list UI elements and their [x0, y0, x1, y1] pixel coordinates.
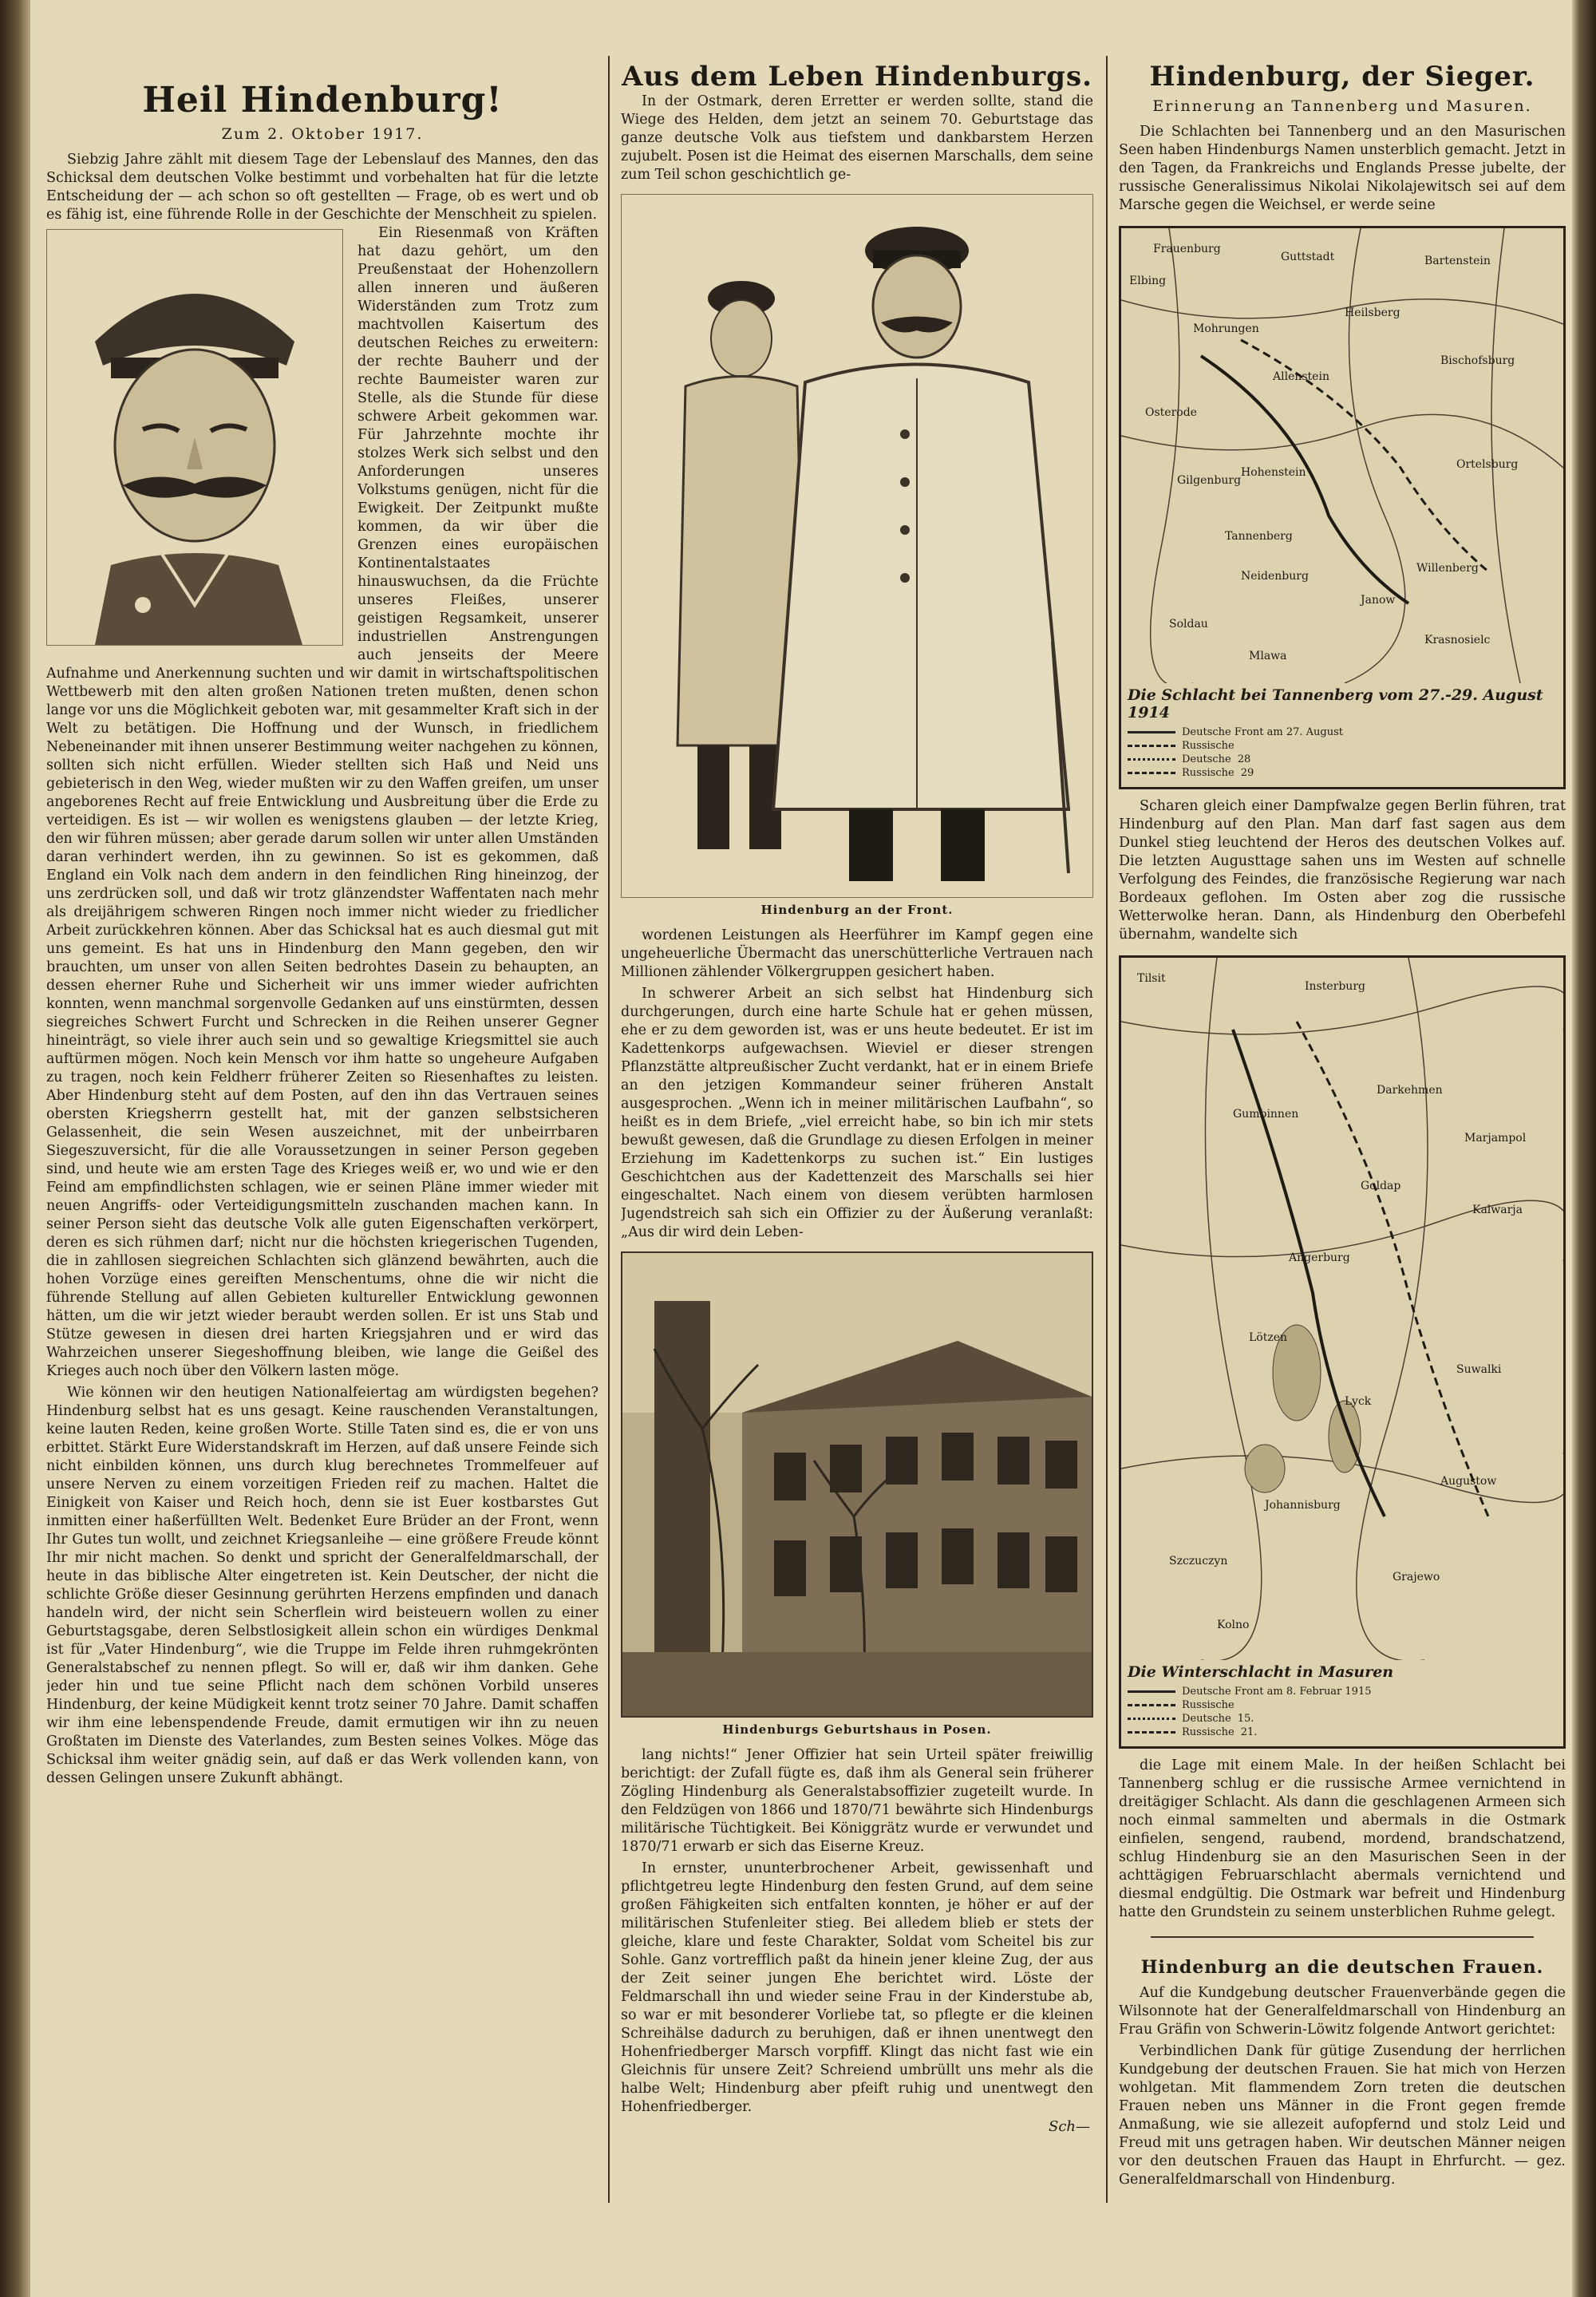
- map-title: Die Schlacht bei Tannenberg vom 27.-29. August 1914: [1128, 686, 1543, 722]
- article-paragraph: Ein Riesenmaß von Kräften hat dazu gehört, um den Preußenstaat der Hohenzollern allen inneren und äußeren Widerständen zum Trotz zum machtvollen Kaisertum des deutschen Reiches zu erweitern: der rechte Bauherr und der rechte Baumeister waren zur Stelle, als die Stunde für diese schwere Arbeit gekommen war. Für Jahrzehnte mochte ihr stolzes Werk sich selbst und den Anforderungen unseres Volkstums genügen, nicht für die Ewigkeit. Der Zeitpunkt mußte kommen, da wir über die Grenzen eines europäischen Kontinentalstaates hinauswuchsen, da die Früchte unseres Fleißes, unserer geistigen Regsamkeit, unserer industriellen Anstrengungen auch jenseits der Meere Aufnahme und Anerkennung suchten und wir damit in wirtschaftspolitischen Wettbewerb mit den alten großen Nationen treten mußten, denen schon lange vor uns die Möglichkeit geboten war, mit gesammelter Kraft sich in der Welt zu betätigen. Die Hoffnung und der Wunsch, in friedlichem Nebeneinander mit ihnen unserer Bestimmung weiter nachgehen zu können, sollten sich nicht erfüllen. Wieder stellten sich Haß und Neid uns gebieterisch in den Weg, wieder mußten wir zu den Waffen greifen, um unser angeborenes Recht auf freie Entwicklung und Ausbreitung über die Erde zu verteidigen. Es ist — wir wollen es wenigstens glauben — der letzte Krieg, den wir führen müssen; aber gerade darum sollen wir unter allen Umständen daran verhindert werden, ihn zu gewinnen. So ist es gekommen, daß England ein Volk nach dem andern in den feindlichen Ring hineinzog, der uns zerdrücken soll, und daß wir trotz glänzendster Waffentaten nach mehr als dreijährigem schweren Ringen noch immer nicht wieder zu friedlicher Arbeit zurückkehren können. Aber das Schicksal hat es auch diesmal gut mit uns gemeint. Es hat uns in Hindenburg den Mann gegeben, den wir brauchten, um unser von allen Seiten bedrohtes Dasein zu behaupten, an dessen eherner Ruhe und Sicherheit wir uns immer wieder aufrichten konnten, wenn manchmal sorgenvolle Gedanken auf uns einstürmten, dessen siegreiches Schwert Furcht und Schrecken in die Reihen unserer Gegner hineinträgt, so viele ihrer auch sein und so gewaltige Kriegsmittel sie auch auftürmen mögen. Noch kein Mensch vor ihm hatte so ungeheure Aufgaben zu tragen, noch kein Feldherr früherer Zeiten so Riesenhaftes zu leisten. Aber Hindenburg steht auf dem Posten, auf den ihn das Vertrauen seines obersten Kriegsherrn gestellt hat, mit der ganzen selbstsicheren Gelassenheit, die sein Wesen auszeichnet, mit der unbeirrbaren Siegeszuversicht, für die alle Voraussetzungen in seiner Person gegeben sind, und heute wie am ersten Tage des Krieges weiß er, wo und wie er den Feind am empfindlichsten schlagen, wie er seinen Pläne immer wieder mit neuen Angriffs- oder Verteidigungsmitteln zuschanden machen kann. In seiner Person sieht das deutsche Volk alle guten Eigenschaften verkörpert, deren es sich rühmen darf; nicht nur die höchsten kriegerischen Tugenden, die in zahllosen siegreichen Schlachten sich glänzend bewährten, auch die hohen Vorzüge eines gereiften Menschentums, ohne die wir nicht die führende Stellung auf allen Gebieten kultureller Entwicklung gewonnen hätten, um die wir jetzt wieder beraubt werden sollen. Er ist uns Stab und Stütze gewesen in diesen drei harten Kriegsjahren und er wird das Wahrzeichen unserer Siegeshoffnung bleiben, wie lange die Geißel des Krieges auch noch über den Völkern lasten möge.: [46, 225, 598, 1379]
- legend-swatch: [1128, 745, 1175, 747]
- tannenberg-map-drawing: [1121, 228, 1563, 683]
- article-paragraph: wordenen Leistungen als Heerführer im Kampf gegen eine ungeheuerliche Übermacht das unerschütterliche Vertrauen nach Millionen zählender Völkergruppen gesichert haben.: [621, 927, 1093, 980]
- article-title: Aus dem Leben Hindenburgs.: [622, 61, 1092, 93]
- legend-entry: [1128, 726, 1557, 738]
- portrait-drawing: [47, 230, 342, 645]
- map-place-label: Augustow: [1440, 1475, 1497, 1488]
- legend-date: 29: [1240, 767, 1254, 779]
- legend-swatch: [1128, 772, 1175, 774]
- article-aus-dem-leben: [621, 48, 1093, 2259]
- map-place-label: Hohenstein: [1241, 466, 1306, 479]
- article-dateline: Zum 2. Oktober 1917.: [221, 125, 424, 143]
- map-place-label: Neidenburg: [1241, 570, 1309, 583]
- map-place-label: Elbing: [1129, 275, 1167, 287]
- map-place-label: Grajewo: [1393, 1571, 1440, 1583]
- legend-swatch: [1128, 1718, 1175, 1720]
- map-legend: [1121, 726, 1563, 787]
- legend-swatch: [1128, 1704, 1175, 1706]
- article-paragraph: In schwerer Arbeit an sich selbst hat Hindenburg sich durchgerungen, durch eine harte Schule hat er gehen müssen, ehe er zu dem geworden ist, was er uns heute bedeutet. Er ist im Kadettenkorps aufgewachsen. Wieviel er dieser strengen Pflanzstätte altpreußischer Zucht verdankt, hat er in einem Briefe an den jetzigen Kommandeur seiner früheren Anstalt ausgesprochen. „Wenn ich in meiner militärischen Laufbahn“, so heißt es in dem Briefe, „viel erreicht habe, so bin ich mir stets bewußt gewesen, daß die Grundlage zu diesen Erfolgen in meiner Erziehung im Kadettenkorps zu suchen ist.“ Ein lustiges Geschichtchen aus der Kadettenzeit des Marschalls sei hier eingeschaltet. Nach einem von diesem verübten harmlosen Jugendstreich sah sich ein Offizier zu der Äußerung veranlaßt: „Aus dir wird dein Leben-: [621, 986, 1093, 1240]
- article-paragraph: Scharen gleich einer Dampfwalze gegen Berlin führen, trat Hindenburg auf den Plan. Man darf fast sagen aus dem Dunkel stieg leuchtend der Heros des deutschen Volkes auf. Die letzten Augusttage sahen uns im Westen auf schnelle Verfolgung des Feindes, die französische Regierung war nach Bordeaux geflohen. Im Osten aber zog die russische Wetterwolke heran. Dann, als Hindenburg den Oberbefehl übernahm, wandelte sich: [1119, 798, 1566, 943]
- article-paragraph: lang nichts!“ Jener Offizier hat sein Urteil später freiwillig berichtigt: der Zufall fügte es, daß ihm als General sein früherer Zögling Hindenburg als Generalstabsoffizier zugeteilt wurde. In den Feldzügen von 1866 und 1870/71 bewährte sich Hindenburgs militärische Tüchtigkeit. Bei Königgrätz wurde er verwundet und 1870/71 erwarb er sich das Eiserne Kreuz.: [621, 1747, 1093, 1855]
- map-place-label: Willenberg: [1416, 562, 1479, 575]
- legend-entry: [1128, 1699, 1557, 1711]
- legend-swatch: [1128, 758, 1175, 761]
- article-heil-hindenburg: [46, 48, 598, 2259]
- map-place-label: Goldap: [1361, 1180, 1401, 1192]
- map-place-label: Angerburg: [1289, 1251, 1350, 1264]
- masuren-map-drawing: [1121, 958, 1563, 1660]
- map-place-label: Osterode: [1145, 406, 1197, 419]
- legend-date: 28: [1237, 753, 1251, 765]
- article-paragraph: Die Schlachten bei Tannenberg und an den Masurischen Seen haben Hindenburgs Namen unsterblich gemacht. Jetzt in den Tagen, da Frankreichs und Englands Presse jubelte, der russische Generalissimus Nikolai Nikolajewitsch sei auf dem Marsche gegen die Weichsel, er werde seine: [1119, 124, 1566, 213]
- hindenburg-at-front-illustration: [621, 194, 1093, 898]
- legend-swatch: [1128, 1731, 1175, 1734]
- birthplace-photograph: [621, 1251, 1093, 1718]
- article-title: Heil Hindenburg!: [142, 80, 503, 121]
- map-place-label: Kolno: [1217, 1619, 1250, 1631]
- map-place-label: Lötzen: [1249, 1331, 1288, 1344]
- map-place-label: Kalwarja: [1472, 1204, 1523, 1216]
- hindenburg-portrait-illustration: [46, 229, 343, 646]
- book-binding-edge: [0, 0, 30, 2297]
- legend-entry: [1128, 1686, 1557, 1698]
- column-rule: [608, 56, 610, 2203]
- map-place-label: Lyck: [1345, 1395, 1372, 1408]
- map-place-label: Darkehmen: [1377, 1084, 1443, 1097]
- legend-label: Deutsche: [1182, 1713, 1231, 1725]
- map-place-label: Heilsberg: [1345, 306, 1400, 319]
- map-place-label: Mlawa: [1249, 650, 1287, 662]
- map-place-label: Johannisburg: [1265, 1499, 1341, 1512]
- map-place-label: Gilgenburg: [1177, 474, 1242, 487]
- figure-birthplace: [621, 1251, 1093, 1737]
- map-place-label: Mohrungen: [1193, 322, 1259, 335]
- map-place-label: Insterburg: [1305, 980, 1365, 993]
- article-der-sieger: [1119, 48, 1566, 2259]
- map-place-label: Guttstadt: [1281, 251, 1335, 263]
- legend-label: Russische: [1182, 767, 1235, 779]
- legend-date: 15.: [1237, 1713, 1254, 1725]
- legend-label: Deutsche Front am 8. Februar 1915: [1182, 1686, 1372, 1698]
- legend-swatch: [1128, 731, 1175, 733]
- legend-entry: [1128, 740, 1557, 752]
- map-place-label: Marjampol: [1464, 1132, 1527, 1145]
- illustration-drawing: [622, 195, 1092, 897]
- section-title: Hindenburg an die deutschen Frauen.: [1140, 1957, 1544, 1978]
- legend-label: Deutsche Front am 27. August: [1182, 726, 1344, 738]
- map-place-label: Frauenburg: [1153, 243, 1221, 255]
- map-place-label: Soldau: [1169, 618, 1208, 631]
- map-masuren: [1119, 955, 1566, 1749]
- map-place-label: Bartenstein: [1424, 255, 1491, 267]
- map-place-label: Szczuczyn: [1169, 1555, 1228, 1568]
- article-paragraph: In der Ostmark, deren Erretter er werden sollte, stand die Wiege des Helden, dem jetzt an seinem 70. Geburtstage das ganze deutsche Volk aus tiefstem und dankbarstem Herzen zujubelt. Posen ist die Heimat des eisernen Marschalls, dem seine zum Teil schon geschichtlich ge-: [621, 93, 1093, 183]
- legend-label: Russische: [1182, 1699, 1235, 1711]
- legend-entry: [1128, 1726, 1557, 1738]
- article-paragraph: die Lage mit einem Male. In der heißen Schlacht bei Tannenberg schlug er die russische Armee vernichtend in dreitägiger Schlacht. Als dann die geschlagenen Armeen sich noch einmal sammelten und abermals in die Ostmark einfielen, sengend, raubend, mordend, brandschatzend, schlug Hindenburg sie an den Masurischen Seen in der achttägigen Februarschlacht abermals vernichtend und diesmal endgültig. Die Ostmark war befreit und Hindenburg hatte den Grundstein zu seinem unsterblichen Ruhme gelegt.: [1119, 1757, 1566, 1920]
- map-place-label: Allenstein: [1273, 370, 1329, 383]
- article-paragraph: In ernster, ununterbrochener Arbeit, gewissenhaft und pflichtgetreu legte Hindenburg den festen Grund, auf dem seine großen Fähigkeiten sich entfalten konnten, je höher er auf der militärischen Stufenleiter stieg. Bei alledem blieb er stets der gleiche, klare und feste Charakter, Soldat vom Scheitel bis zur Sohle. Ganz vortrefflich paßt da hinein jener kleine Zug, der aus der Zeit seiner jungen Ehe berichtet wird. Löste der Feldmarschall ihn und wieder seine Frau in der Kinderstube ab, so war er mit besonderer Vorliebe tat, so pflegte er die kleinen Schreihälse dadurch zu beruhigen, daß er ihnen unentwegt den Hohenfriedberger Marsch vorpfiff. Klingt das nicht fast wie ein Gleichnis für unsere Zeit? Schreiend umbrüllt uns mehr als die halbe Welt; Hindenburg aber pfeift ruhig und unentwegt den Hohenfriedberger.: [621, 1860, 1093, 2115]
- figure-hindenburg-at-front: [621, 194, 1093, 917]
- map-place-label: Tilsit: [1137, 972, 1166, 985]
- map-place-label: Janow: [1361, 594, 1396, 607]
- article-title: Hindenburg, der Sieger.: [1149, 61, 1535, 93]
- article-paragraph: Wie können wir den heutigen Nationalfeiertag am würdigsten begehen? Hindenburg selbst hat es uns gesagt. Keine rauschenden Veranstaltungen, keine lauten Reden, keine großen Worte. Stille Taten sind es, die er von uns erbittet. Stärkt Eure Widerstandskraft im Herzen, auf daß unsere Feinde sich nicht einbilden können, uns durch klug berechnetes Trommelfeuer auf unsere Nerven zu einem vorzeitigen Frieden reif zu machen. Haltet die Einigkeit von Kaiser und Reich hoch, denn sie ist Euer kostbarstes Gut inmitten einer haßerfüllten Welt. Bedenket Eure Brüder an der Front, wenn Ihr Gutes tun wollt, und zeichnet Kriegsanleihe — eine größere Freude könnt Ihr mir nicht machen. So denkt und spricht der Generalfeldmarschall, der heute in das biblische Alter eingetreten ist. Kein Deutscher, der nicht die schlichte Größe dieser Gesinnung gerührten Herzens empfinden und danach handeln wird, der nicht sein Scherflein wird beisteuern wollen zu einer Geburtstagsgabe, deren Selbstlosigkeit allein schon ein würdiges Denkmal ist für „Vater Hindenburg“, wie die Truppe im Felde ihren ruhmgekrönten Generalstabschef zu nennen pflegt. So will er, daß wir ihm danken. Gehe jeder hin und tue seine Pflicht nach dem schönen Vorbild unseres Hindenburg, der keine Müdigkeit kennt trotz seiner 70 Jahre. Damit schaffen wir ihm eine lebenspendende Freude, damit ermutigen wir ihn zu neuen Großtaten im Dienste des Vaterlandes, zum Besten seines Volkes. Möge das Schicksal ihm weiter gnädig sein, auf daß er das Werk vollenden kann, von dessen Gelingen unsere Zukunft abhängt.: [46, 1385, 598, 1786]
- legend-label: Deutsche: [1182, 753, 1231, 765]
- column-rule: [1106, 56, 1108, 2203]
- article-paragraph: Verbindlichen Dank für gütige Zusendung der herrlichen Kundgebung der deutschen Frauen. Sie hat mich von Herzen wohlgetan. Mit flammendem Zorn treten die deutschen Frauen neben uns Männer in die Front gegen fremde Anmaßung, wie sie allezeit aufopfernd und stolz Leid und Freud mit uns getragen haben. Wir deutschen Männer neigen vor den deutschen Frauen das Haupt in Ehrfurcht. — gez. Generalfeldmarschall von Hindenburg.: [1119, 2043, 1566, 2188]
- section-divider: [1151, 1936, 1534, 1938]
- legend-label: Russische: [1182, 740, 1235, 752]
- figure-caption: Hindenburg an der Front.: [760, 903, 954, 917]
- map-place-label: Krasnosielc: [1424, 634, 1491, 646]
- legend-entry: [1128, 1713, 1557, 1725]
- legend-swatch: [1128, 1690, 1175, 1693]
- legend-entry: [1128, 767, 1557, 779]
- page-edge: [1572, 0, 1596, 2297]
- map-title: Die Winterschlacht in Masuren: [1128, 1663, 1394, 1681]
- map-place-label: Bischofsburg: [1440, 354, 1515, 367]
- article-subtitle: Erinnerung an Tannenberg und Masuren.: [1152, 97, 1532, 115]
- photo-drawing: [622, 1253, 1092, 1716]
- article-paragraph: Siebzig Jahre zählt mit diesem Tage der Lebenslauf des Mannes, den das Schicksal dem deutschen Volke bestimmt und vorbehalten hat für die letzte Entscheidung der — ach schon so oft gestellten — Frage, ob es wert und ob es fähig ist, eine führende Rolle in der Geschichte der Menschheit zu spielen.: [46, 152, 598, 223]
- article-paragraph: Auf die Kundgebung deutscher Frauenverbände gegen die Wilsonnote hat der Generalfeldmarschall von Hindenburg an Frau Gräfin von Schwerin-Löwitz folgende Antwort gerichtet:: [1119, 1985, 1566, 2038]
- map-tannenberg: [1119, 226, 1566, 789]
- map-place-label: Ortelsburg: [1456, 458, 1519, 471]
- map-place-label: Tannenberg: [1225, 530, 1293, 543]
- map-place-label: Gumbinnen: [1233, 1108, 1299, 1121]
- map-place-label: Suwalki: [1456, 1363, 1502, 1376]
- figure-caption: Hindenburgs Geburtshaus in Posen.: [722, 1722, 992, 1737]
- legend-date: 21.: [1240, 1726, 1258, 1738]
- map-legend: [1121, 1686, 1563, 1746]
- author-signature: Sch—: [1048, 2118, 1090, 2135]
- legend-entry: [1128, 753, 1557, 765]
- legend-label: Russische: [1182, 1726, 1235, 1738]
